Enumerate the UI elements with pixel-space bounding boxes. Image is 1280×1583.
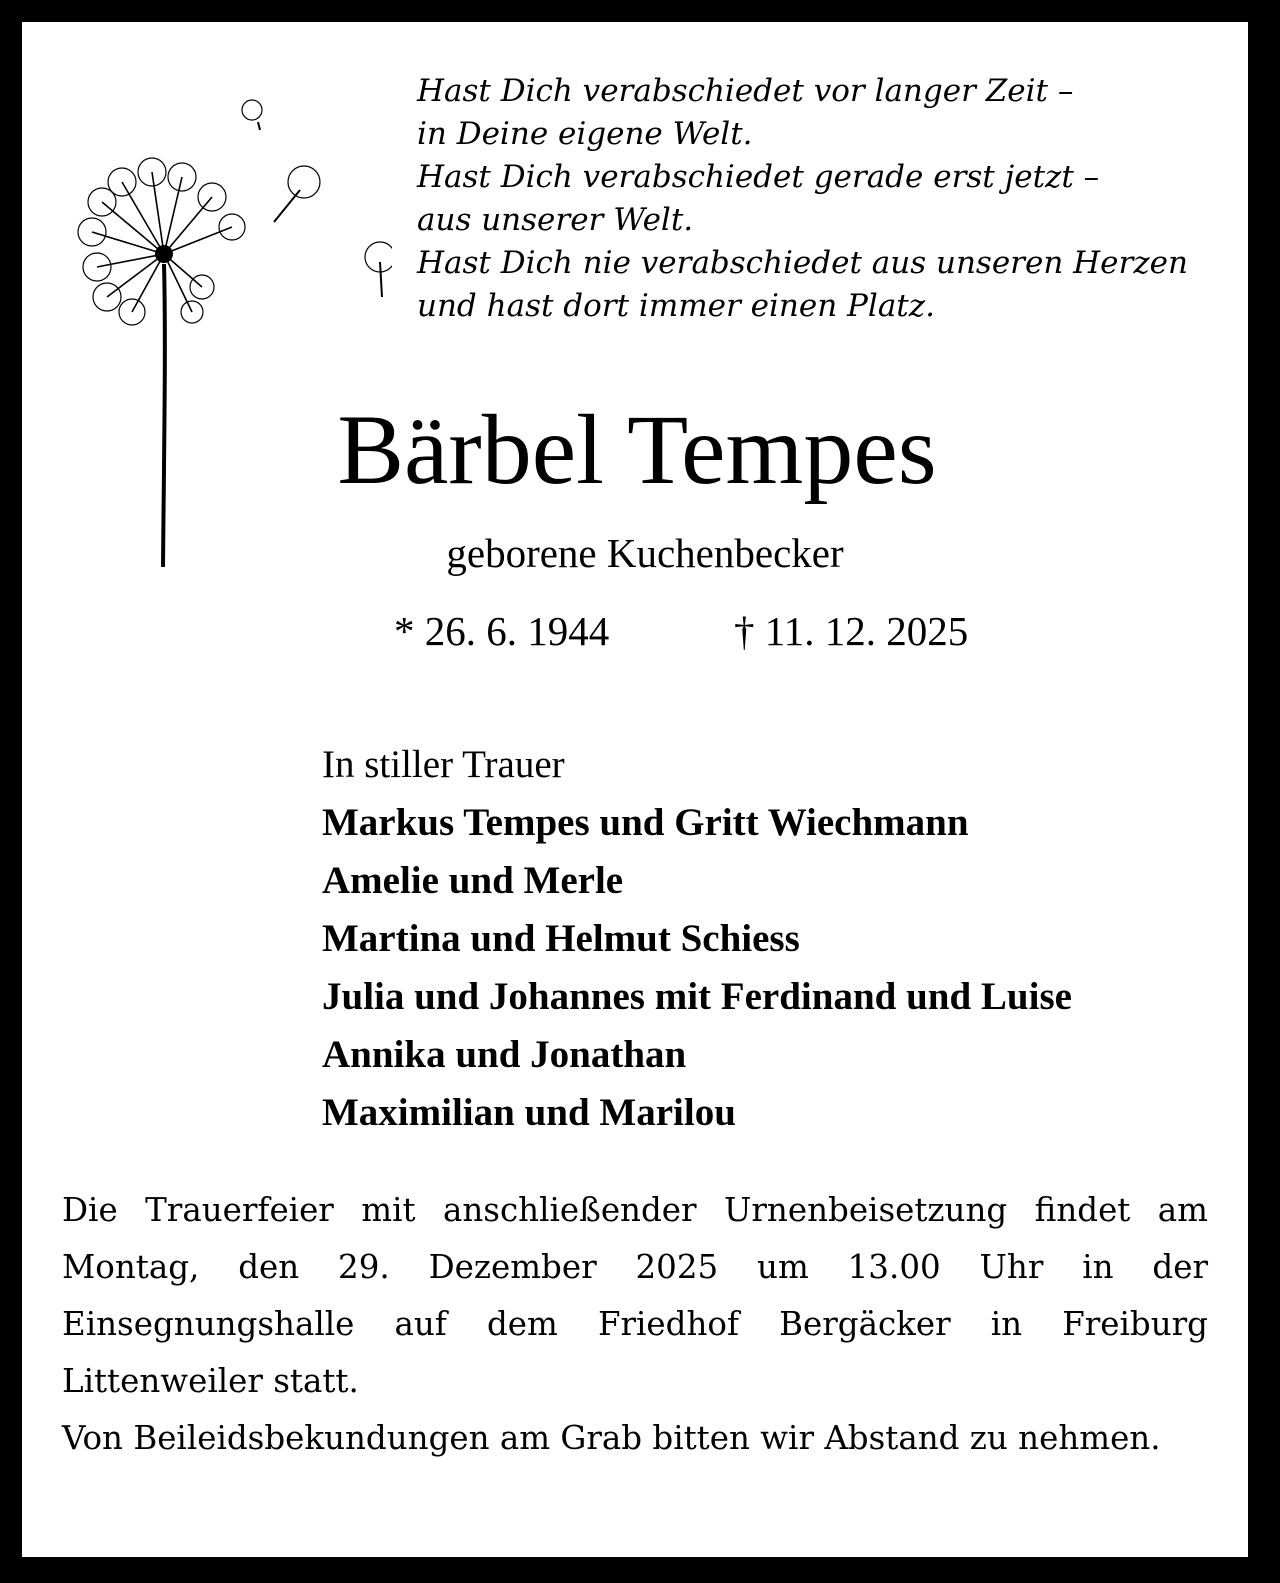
mourner-name: Julia und Johannes mit Ferdinand und Luise bbox=[322, 975, 1072, 1018]
mourner-name: Martina und Helmut Schiess bbox=[322, 917, 800, 960]
poem-line: aus unserer Welt. bbox=[417, 202, 694, 238]
funeral-notice bbox=[62, 1182, 1208, 1467]
mourners-intro: In stiller Trauer bbox=[322, 743, 565, 786]
poem-line: und hast dort immer einen Platz. bbox=[417, 288, 935, 324]
poem-line: in Deine eigene Welt. bbox=[417, 116, 753, 152]
poem bbox=[417, 70, 1237, 328]
maiden-name: geborene Kuchenbecker bbox=[446, 530, 844, 576]
poem-line: Hast Dich nie verabschiedet aus unseren Herzen bbox=[417, 245, 1188, 281]
birth-date: * 26. 6. 1944 bbox=[394, 608, 610, 654]
ceremony-paragraph: Die Trauerfeier mit anschließender Urnenbeisetzung findet am Montag, den 29. Dezember 2025 um 13.00 Uhr in der Einsegnungshalle auf dem Friedhof Bergäcker in Freiburg Littenweiler statt. bbox=[62, 1191, 1208, 1400]
poem-line: Hast Dich verabschiedet vor langer Zeit – bbox=[417, 73, 1074, 109]
deceased-name: Bärbel Tempes bbox=[337, 394, 937, 505]
condolence-paragraph: Von Beileidsbekundungen am Grab bitten wir Abstand zu nehmen. bbox=[62, 1419, 1161, 1457]
mourners-list bbox=[322, 736, 1072, 1142]
mourner-name: Maximilian und Marilou bbox=[322, 1091, 736, 1134]
mourner-name: Amelie und Merle bbox=[322, 859, 624, 902]
obituary-card bbox=[22, 22, 1248, 1557]
poem-line: Hast Dich verabschiedet gerade erst jetzt – bbox=[417, 159, 1100, 195]
mourner-name: Annika und Jonathan bbox=[322, 1033, 687, 1076]
mourner-name: Markus Tempes und Gritt Wiechmann bbox=[322, 801, 969, 844]
death-date: † 11. 12. 2025 bbox=[734, 608, 969, 654]
